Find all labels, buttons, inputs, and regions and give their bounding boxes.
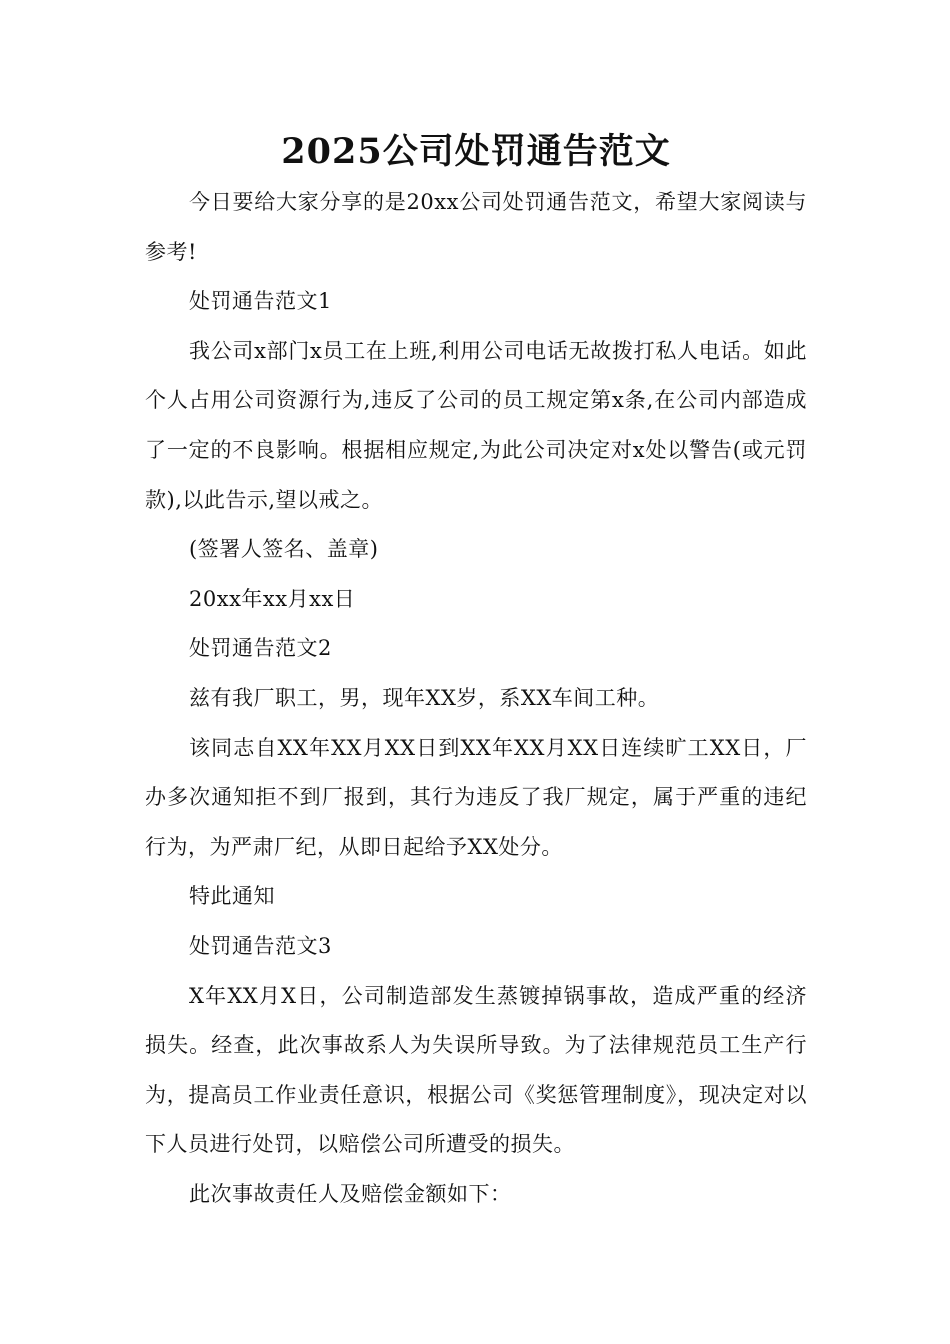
document-title: 2025公司处罚通告范文 [281, 131, 671, 172]
section-heading-3: 处罚通告范文3 [189, 933, 332, 958]
section-2-body-2: 该同志自XX年XX月XX日到XX年XX月XX日连续旷工XX日，厂办多次通知拒不到厂报到，其行为违反了我厂规定，属于严重的违纪行为，为严肃厂纪，从即日起给予XX处分。 [145, 735, 807, 859]
document-page [145, 128, 807, 1219]
section-3-body: X年XX月X日，公司制造部发生蒸镀掉锅事故，造成严重的经济损失。经查，此次事故系人为失误所导致。为了法律规范员工生产行为，提高员工作业责任意识，根据公司《奖惩管理制度》，现决定对以下人员进行处罚，以赔偿公司所遭受的损失。 [145, 983, 807, 1157]
notice-closing: 特此通知 [189, 884, 275, 909]
date-line: 20xx年xx月xx日 [189, 586, 356, 611]
section-3-list-intro: 此次事故责任人及赔偿金额如下： [189, 1181, 512, 1206]
signature-line: (签署人签名、盖章) [189, 537, 379, 562]
section-heading-2: 处罚通告范文2 [189, 636, 332, 661]
intro-paragraph: 今日要给大家分享的是20xx公司处罚通告范文，希望大家阅读与参考! [145, 190, 807, 264]
section-1-body: 我公司x部门x员工在上班,利用公司电话无故拨打私人电话。如此个人占用公司资源行为,违反了公司的员工规定第x条,在公司内部造成了一定的不良影响。根据相应规定,为此公司决定对x处以警告(或元罚款),以此告示,望以戒之。 [145, 338, 807, 512]
section-2-body-1: 兹有我厂职工，男，现年XX岁，系XX车间工种。 [189, 685, 660, 710]
section-heading-1: 处罚通告范文1 [189, 289, 332, 314]
